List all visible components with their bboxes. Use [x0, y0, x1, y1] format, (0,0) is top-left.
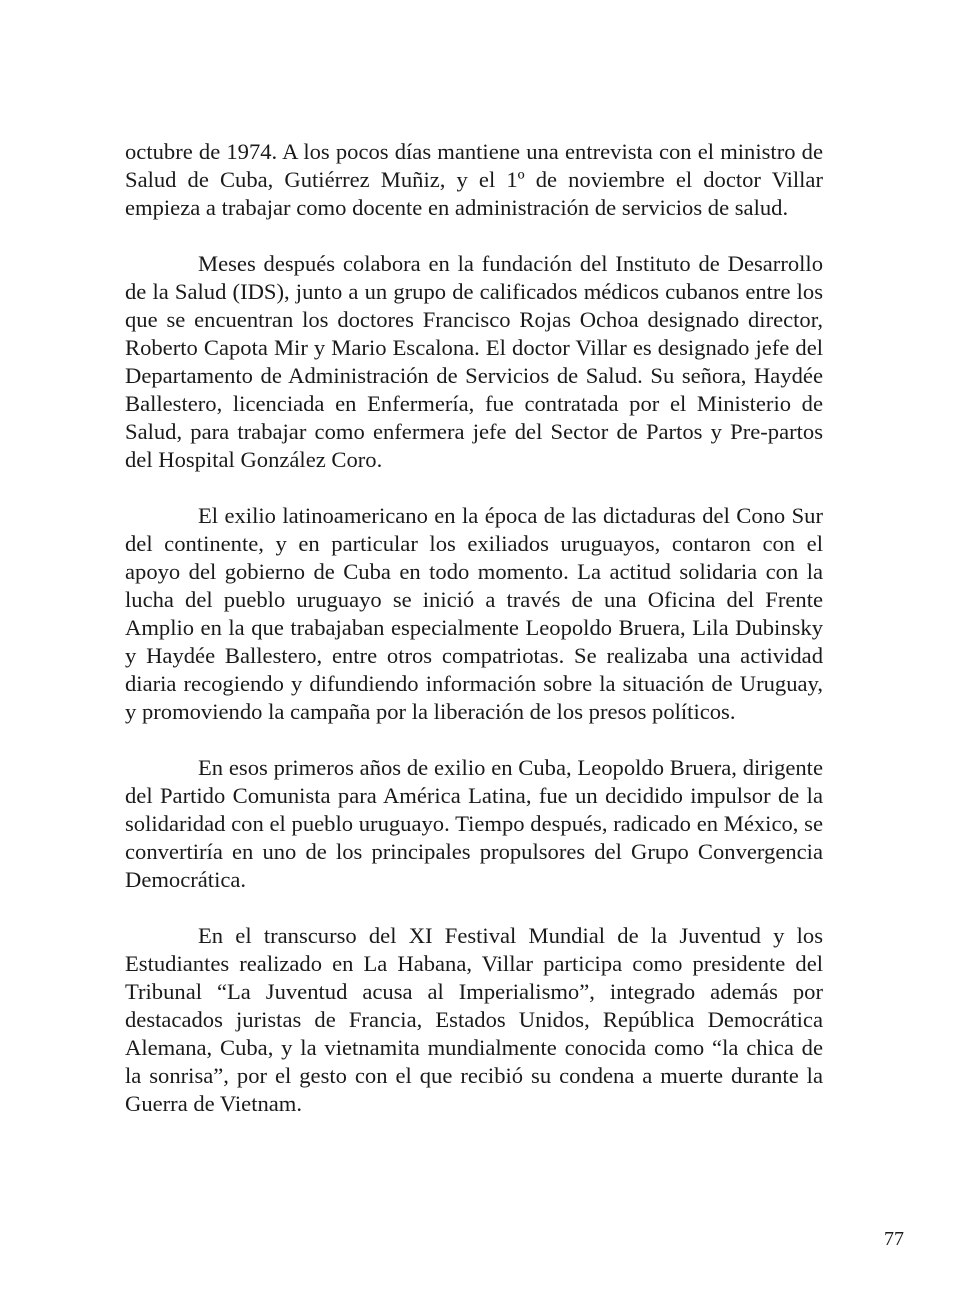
paragraph-3: El exilio latinoamericano en la época de las dictaduras del Cono Sur del continente, y en particular los exiliados uruguayos, contaron con el apoyo del gobierno de Cuba en todo momento. La actitud solidaria con la lucha del pueblo uruguayo se inició a través de una Oficina del Frente Amplio en la que trabajaban especialmente Leopoldo Bruera, Lila Dubinsky y Haydée Ballestero, entre otros compatriotas. Se realizaba una actividad diaria recogiendo y difundiendo información sobre la situación de Uruguay, y promoviendo la campaña por la liberación de los presos políticos.: [125, 503, 823, 724]
paragraph-5: En el transcurso del XI Festival Mundial de la Juventud y los Estudiantes realizado en La Habana, Villar participa como presidente del Tribunal “La Juventud acusa al Imperialismo”, integrado además por destacados juristas de Francia, Estados Unidos, República Democrática Alemana, Cuba, y la vietnamita mundialmente conocida como “la chica de la sonrisa”, por el gesto con el que recibió su condena a muerte durante la Guerra de Vietnam.: [125, 923, 823, 1116]
paragraph-4: En esos primeros años de exilio en Cuba, Leopoldo Bruera, dirigente del Partido Comunista para América Latina, fue un decidido impulsor de la solidaridad con el pueblo uruguayo. Tiempo después, radicado en México, se convertiría en uno de los principales propulsores del Grupo Convergencia Democrática.: [125, 755, 823, 892]
body-text: [125, 138, 823, 1146]
page-number: 77: [884, 1228, 904, 1250]
paragraph-2: Meses después colabora en la fundación del Instituto de Desarrollo de la Salud (IDS), junto a un grupo de calificados médicos cubanos entre los que se encuentran los doctores Francisco Rojas Ochoa designado director, Roberto Capota Mir y Mario Escalona. El doctor Villar es designado jefe del Departamento de Administración de Servicios de Salud. Su señora, Haydée Ballestero, licenciada en Enfermería, fue contratada por el Ministerio de Salud, para trabajar como enfermera jefe del Sector de Partos y Pre-partos del Hospital González Coro.: [125, 251, 823, 472]
paragraph-1: octubre de 1974. A los pocos días mantiene una entrevista con el ministro de Salud de Cuba, Gutiérrez Muñiz, y el 1º de noviembre el doctor Villar empieza a trabajar como docente en administración de servicios de salud.: [125, 139, 823, 220]
